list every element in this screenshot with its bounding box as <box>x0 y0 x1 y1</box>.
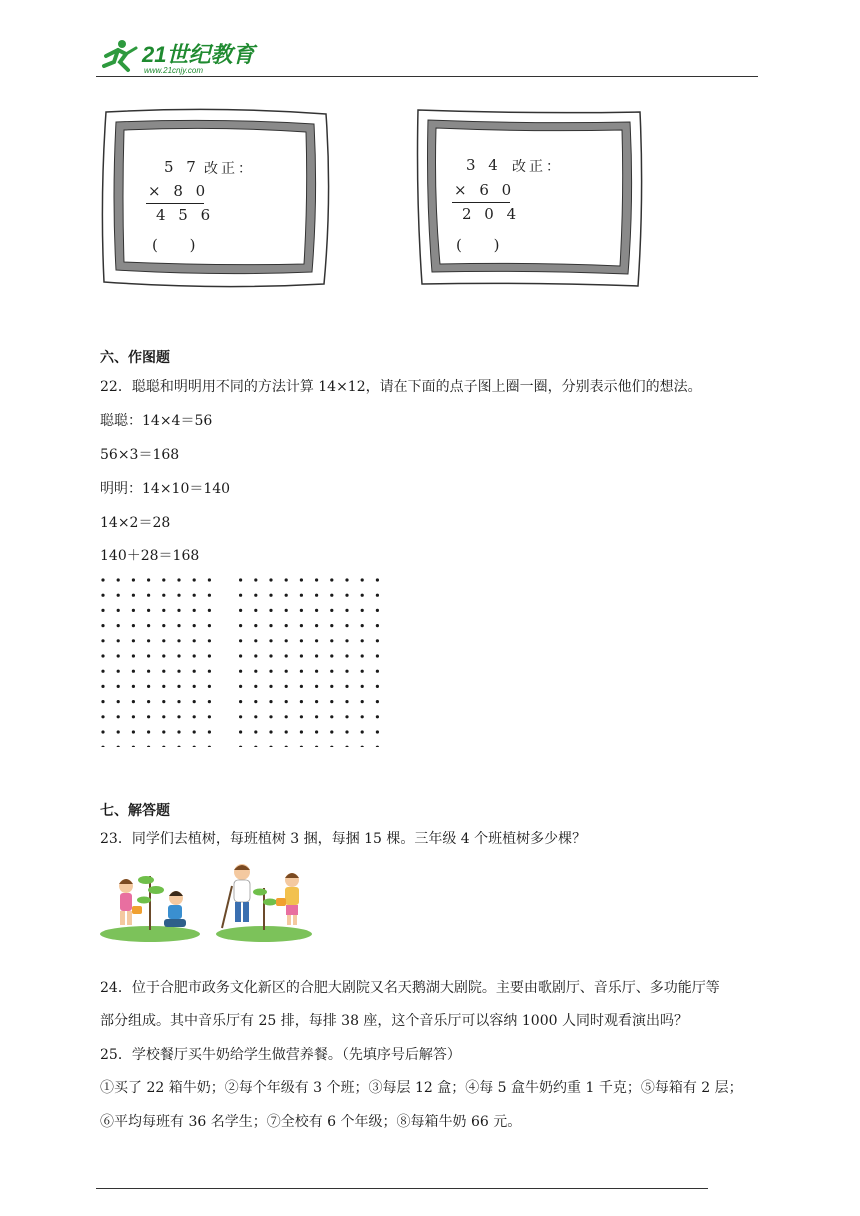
grid-dot[interactable] <box>208 715 211 718</box>
grid-dot[interactable] <box>300 715 303 718</box>
grid-dot[interactable] <box>147 730 150 733</box>
grid-dot[interactable] <box>330 639 333 642</box>
grid-dot[interactable] <box>117 639 120 642</box>
grid-dot[interactable] <box>376 624 379 627</box>
grid-dot[interactable] <box>117 730 120 733</box>
grid-dot[interactable] <box>269 700 272 703</box>
product: 2 0 4 <box>462 205 521 223</box>
grid-dot[interactable] <box>101 578 104 581</box>
grid-dot[interactable] <box>101 670 104 673</box>
grid-dot[interactable] <box>315 670 318 673</box>
grid-dot[interactable] <box>376 715 379 718</box>
grid-dot[interactable] <box>345 746 348 747</box>
grid-dot[interactable] <box>330 654 333 657</box>
mingming-step-1: 明明：14×10＝140 <box>100 481 231 497</box>
calc-rule <box>452 202 510 203</box>
grid-dot[interactable] <box>345 700 348 703</box>
grid-dot[interactable] <box>147 715 150 718</box>
grid-dot[interactable] <box>269 624 272 627</box>
grid-dot[interactable] <box>285 746 288 747</box>
grid-dot[interactable] <box>208 639 211 642</box>
grid-dot[interactable] <box>345 730 348 733</box>
grid-dot[interactable] <box>177 685 180 688</box>
grid-dot[interactable] <box>132 730 135 733</box>
grid-dot[interactable] <box>208 594 211 597</box>
grid-dot[interactable] <box>208 578 211 581</box>
grid-dot[interactable] <box>269 746 272 747</box>
section-heading-draw: 六、作图题 <box>100 350 170 366</box>
grid-dot[interactable] <box>254 654 257 657</box>
grid-dot[interactable] <box>193 700 196 703</box>
grid-dot[interactable] <box>132 639 135 642</box>
correction-label: 改正： <box>204 161 255 177</box>
grid-dot[interactable] <box>254 730 257 733</box>
grid-dot[interactable] <box>361 609 364 612</box>
grid-dot[interactable] <box>193 685 196 688</box>
chalkboard-2 <box>414 106 646 290</box>
grid-dot[interactable] <box>376 670 379 673</box>
grid-dot[interactable] <box>177 639 180 642</box>
grid-dot[interactable] <box>162 609 165 612</box>
grid-dot[interactable] <box>117 624 120 627</box>
grid-dot[interactable] <box>254 624 257 627</box>
grid-dot[interactable] <box>239 624 242 627</box>
grid-dot[interactable] <box>239 670 242 673</box>
grid-dot[interactable] <box>361 639 364 642</box>
grid-dot[interactable] <box>117 654 120 657</box>
grid-dot[interactable] <box>345 715 348 718</box>
grid-dot[interactable] <box>376 639 379 642</box>
answer-blank: ( ) <box>152 236 200 254</box>
grid-dot[interactable] <box>300 639 303 642</box>
grid-dot[interactable] <box>285 578 288 581</box>
grid-dot[interactable] <box>147 594 150 597</box>
grid-dot[interactable] <box>239 578 242 581</box>
grid-dot[interactable] <box>285 639 288 642</box>
grid-dot[interactable] <box>315 624 318 627</box>
grid-dot[interactable] <box>330 578 333 581</box>
logo-url: www.21cnjy.com <box>144 66 203 75</box>
chalkboard-1 <box>100 106 332 290</box>
grid-dot[interactable] <box>208 654 211 657</box>
grid-dot[interactable] <box>101 654 104 657</box>
grid-dot[interactable] <box>330 594 333 597</box>
grid-dot[interactable] <box>361 670 364 673</box>
multiplier: × 6 0 <box>454 181 516 199</box>
grid-dot[interactable] <box>101 594 104 597</box>
grid-dot[interactable] <box>254 639 257 642</box>
footer-rule <box>96 1188 708 1189</box>
calc-rule <box>146 203 204 204</box>
grid-dot[interactable] <box>162 578 165 581</box>
grid-dot[interactable] <box>177 730 180 733</box>
grid-dot[interactable] <box>300 730 303 733</box>
runner-logo-icon <box>96 36 266 76</box>
grid-dot[interactable] <box>269 730 272 733</box>
grid-dot[interactable] <box>239 685 242 688</box>
grid-dot[interactable] <box>300 670 303 673</box>
grid-dot[interactable] <box>239 609 242 612</box>
grid-dot[interactable] <box>193 715 196 718</box>
question-24-line-2: 部分组成。其中音乐厅有 25 排，每排 38 座，这个音乐厅可以容纳 1000 人同时观看演出吗？ <box>100 1013 688 1029</box>
grid-dot[interactable] <box>269 685 272 688</box>
grid-dot[interactable] <box>315 746 318 747</box>
grid-dot[interactable] <box>285 715 288 718</box>
grid-dot[interactable] <box>147 639 150 642</box>
grid-dot[interactable] <box>177 609 180 612</box>
grid-dot[interactable] <box>315 609 318 612</box>
mingming-step-3: 140＋28＝168 <box>100 548 200 564</box>
grid-dot[interactable] <box>162 639 165 642</box>
grid-dot[interactable] <box>285 594 288 597</box>
grid-dot[interactable] <box>254 578 257 581</box>
grid-dot[interactable] <box>239 715 242 718</box>
grid-dot[interactable] <box>132 685 135 688</box>
grid-dot[interactable] <box>361 746 364 747</box>
grid-dot[interactable] <box>315 654 318 657</box>
logo <box>96 36 266 76</box>
grid-dot[interactable] <box>285 654 288 657</box>
grid-dot[interactable] <box>193 730 196 733</box>
question-25-conditions-1: ①买了 22 箱牛奶；②每个年级有 3 个班；③每层 12 盒；④每 5 盒牛奶约重 1 千克；⑤每箱有 2 层； <box>100 1080 743 1096</box>
question-22: 22．聪聪和明明用不同的方法计算 14×12，请在下面的点子图上圈一圈，分别表示他们的想法。 <box>100 379 702 395</box>
grid-dot[interactable] <box>315 685 318 688</box>
grid-dot[interactable] <box>345 639 348 642</box>
grid-dot[interactable] <box>315 700 318 703</box>
grid-dot[interactable] <box>101 730 104 733</box>
tree-planting-illustration <box>98 858 318 944</box>
grid-dot[interactable] <box>285 624 288 627</box>
grid-dot[interactable] <box>345 594 348 597</box>
grid-dot[interactable] <box>300 609 303 612</box>
grid-dot[interactable] <box>315 594 318 597</box>
grid-dot[interactable] <box>162 670 165 673</box>
grid-dot[interactable] <box>300 578 303 581</box>
grid-dot[interactable] <box>101 700 104 703</box>
correction-label: 改正： <box>512 159 563 175</box>
multiplicand: 5 7 <box>164 158 200 176</box>
grid-dot[interactable] <box>162 594 165 597</box>
grid-dot[interactable] <box>162 730 165 733</box>
grid-dot[interactable] <box>239 700 242 703</box>
grid-dot[interactable] <box>345 578 348 581</box>
product: 4 5 6 <box>156 206 215 224</box>
grid-dot[interactable] <box>193 609 196 612</box>
grid-dot[interactable] <box>330 715 333 718</box>
question-23: 23．同学们去植树，每班植树 3 捆，每捆 15 棵。三年级 4 个班植树多少棵？ <box>100 831 587 847</box>
grid-dot[interactable] <box>101 715 104 718</box>
board-frame-icon <box>414 106 646 290</box>
board-frame-icon <box>100 106 332 290</box>
grid-dot[interactable] <box>239 746 242 747</box>
grid-dot[interactable] <box>376 594 379 597</box>
grid-dot[interactable] <box>254 594 257 597</box>
grid-dot[interactable] <box>300 624 303 627</box>
grid-dot[interactable] <box>254 685 257 688</box>
grid-dot[interactable] <box>376 746 379 747</box>
question-25: 25．学校餐厅买牛奶给学生做营养餐。（先填序号后解答） <box>100 1047 461 1063</box>
grid-dot[interactable] <box>177 624 180 627</box>
grid-dot[interactable] <box>254 700 257 703</box>
logo-text: 21世纪教育 <box>142 42 255 67</box>
grid-dot[interactable] <box>147 609 150 612</box>
grid-dot[interactable] <box>147 624 150 627</box>
grid-dot[interactable] <box>132 700 135 703</box>
grid-dot[interactable] <box>193 594 196 597</box>
grid-dot[interactable] <box>254 609 257 612</box>
grid-dot[interactable] <box>117 746 120 747</box>
grid-dot[interactable] <box>177 578 180 581</box>
grid-dot[interactable] <box>361 715 364 718</box>
grid-dot[interactable] <box>101 685 104 688</box>
grid-dot[interactable] <box>117 609 120 612</box>
grid-dot[interactable] <box>239 654 242 657</box>
grid-dot[interactable] <box>193 624 196 627</box>
grid-dot[interactable] <box>300 654 303 657</box>
grid-dot[interactable] <box>117 670 120 673</box>
grid-dot[interactable] <box>208 670 211 673</box>
grid-dot[interactable] <box>132 715 135 718</box>
grid-dot[interactable] <box>300 746 303 747</box>
grid-dot[interactable] <box>208 685 211 688</box>
grid-dot[interactable] <box>361 730 364 733</box>
grid-dot[interactable] <box>132 624 135 627</box>
grid-dot[interactable] <box>300 700 303 703</box>
grid-dot[interactable] <box>376 654 379 657</box>
grid-dot[interactable] <box>147 670 150 673</box>
grid-dot[interactable] <box>269 594 272 597</box>
grid-dot[interactable] <box>285 670 288 673</box>
grid-dot[interactable] <box>330 624 333 627</box>
grid-dot[interactable] <box>285 730 288 733</box>
grid-dot[interactable] <box>254 670 257 673</box>
grid-dot[interactable] <box>208 700 211 703</box>
grid-dot[interactable] <box>177 700 180 703</box>
grid-dot[interactable] <box>162 700 165 703</box>
grid-dot[interactable] <box>300 594 303 597</box>
grid-dot[interactable] <box>269 715 272 718</box>
grid-dot[interactable] <box>147 654 150 657</box>
grid-dot[interactable] <box>101 624 104 627</box>
grid-dot[interactable] <box>132 594 135 597</box>
grid-dot[interactable] <box>285 685 288 688</box>
grid-dot[interactable] <box>117 685 120 688</box>
grid-dot[interactable] <box>361 624 364 627</box>
grid-dot[interactable] <box>177 715 180 718</box>
grid-dot[interactable] <box>239 594 242 597</box>
grid-dot[interactable] <box>147 685 150 688</box>
grid-dot[interactable] <box>208 609 211 612</box>
grid-dot[interactable] <box>315 639 318 642</box>
grid-dot[interactable] <box>315 715 318 718</box>
grid-dot[interactable] <box>147 700 150 703</box>
mingming-step-2: 14×2＝28 <box>100 515 171 531</box>
grid-dot[interactable] <box>162 746 165 747</box>
grid-dot[interactable] <box>162 624 165 627</box>
grid-dot[interactable] <box>162 715 165 718</box>
grid-dot[interactable] <box>376 685 379 688</box>
grid-dot[interactable] <box>361 700 364 703</box>
grid-dot[interactable] <box>376 700 379 703</box>
grid-dot[interactable] <box>330 609 333 612</box>
grid-dot[interactable] <box>162 685 165 688</box>
congcong-step-2: 56×3＝168 <box>100 447 180 463</box>
grid-dot[interactable] <box>376 609 379 612</box>
grid-dot[interactable] <box>269 670 272 673</box>
grid-dot[interactable] <box>193 578 196 581</box>
grid-dot[interactable] <box>285 609 288 612</box>
grid-dot[interactable] <box>208 624 211 627</box>
grid-dot[interactable] <box>177 594 180 597</box>
grid-dot[interactable] <box>361 578 364 581</box>
multiplicand: 3 4 <box>466 156 502 174</box>
grid-dot[interactable] <box>117 715 120 718</box>
question-25-conditions-2: ⑥平均每班有 36 名学生；⑦全校有 6 个年级；⑧每箱牛奶 66 元。 <box>100 1114 522 1130</box>
multiplier: × 8 0 <box>148 182 210 200</box>
dot-grid[interactable] <box>100 577 520 747</box>
grid-dot[interactable] <box>177 670 180 673</box>
grid-dot[interactable] <box>345 654 348 657</box>
grid-dot[interactable] <box>239 730 242 733</box>
grid-dot[interactable] <box>315 730 318 733</box>
grid-dot[interactable] <box>361 654 364 657</box>
grid-dot[interactable] <box>147 578 150 581</box>
grid-dot[interactable] <box>269 609 272 612</box>
grid-dot[interactable] <box>193 639 196 642</box>
grid-dot[interactable] <box>117 594 120 597</box>
grid-dot[interactable] <box>361 594 364 597</box>
grid-dot[interactable] <box>208 730 211 733</box>
grid-dot[interactable] <box>269 639 272 642</box>
question-24-line-1: 24．位于合肥市政务文化新区的合肥大剧院又名天鹅湖大剧院。主要由歌剧厅、音乐厅、多功能厅等 <box>100 980 720 996</box>
grid-dot[interactable] <box>132 670 135 673</box>
grid-dot[interactable] <box>345 685 348 688</box>
grid-dot[interactable] <box>376 730 379 733</box>
grid-dot[interactable] <box>147 746 150 747</box>
grid-dot[interactable] <box>345 670 348 673</box>
grid-dot[interactable] <box>132 609 135 612</box>
grid-dot[interactable] <box>330 685 333 688</box>
grid-dot[interactable] <box>330 700 333 703</box>
grid-dot[interactable] <box>239 639 242 642</box>
grid-dot[interactable] <box>315 578 318 581</box>
grid-dot[interactable] <box>162 654 165 657</box>
grid-dot[interactable] <box>254 715 257 718</box>
header-rule <box>96 76 758 77</box>
answer-blank: ( ) <box>456 236 504 254</box>
grid-dot[interactable] <box>132 654 135 657</box>
grid-dot[interactable] <box>117 578 120 581</box>
grid-dot[interactable] <box>330 730 333 733</box>
grid-dot[interactable] <box>330 670 333 673</box>
grid-dot[interactable] <box>269 654 272 657</box>
grid-dot[interactable] <box>345 624 348 627</box>
grid-dot[interactable] <box>285 700 288 703</box>
grid-dot[interactable] <box>101 746 104 747</box>
grid-dot[interactable] <box>177 654 180 657</box>
grid-dot[interactable] <box>300 685 303 688</box>
grid-dot[interactable] <box>193 746 196 747</box>
grid-dot[interactable] <box>376 578 379 581</box>
grid-dot[interactable] <box>101 639 104 642</box>
grid-dot[interactable] <box>177 746 180 747</box>
grid-dot[interactable] <box>117 700 120 703</box>
grid-dot[interactable] <box>345 609 348 612</box>
grid-dot[interactable] <box>101 609 104 612</box>
grid-dot[interactable] <box>330 746 333 747</box>
congcong-step-1: 聪聪：14×4＝56 <box>100 413 213 429</box>
grid-dot[interactable] <box>254 746 257 747</box>
grid-dot[interactable] <box>269 578 272 581</box>
grid-dot[interactable] <box>193 654 196 657</box>
grid-dot[interactable] <box>132 746 135 747</box>
grid-dot[interactable] <box>208 746 211 747</box>
section-heading-solve: 七、解答题 <box>100 803 170 819</box>
grid-dot[interactable] <box>361 685 364 688</box>
grid-dot[interactable] <box>193 670 196 673</box>
grid-dot[interactable] <box>132 578 135 581</box>
